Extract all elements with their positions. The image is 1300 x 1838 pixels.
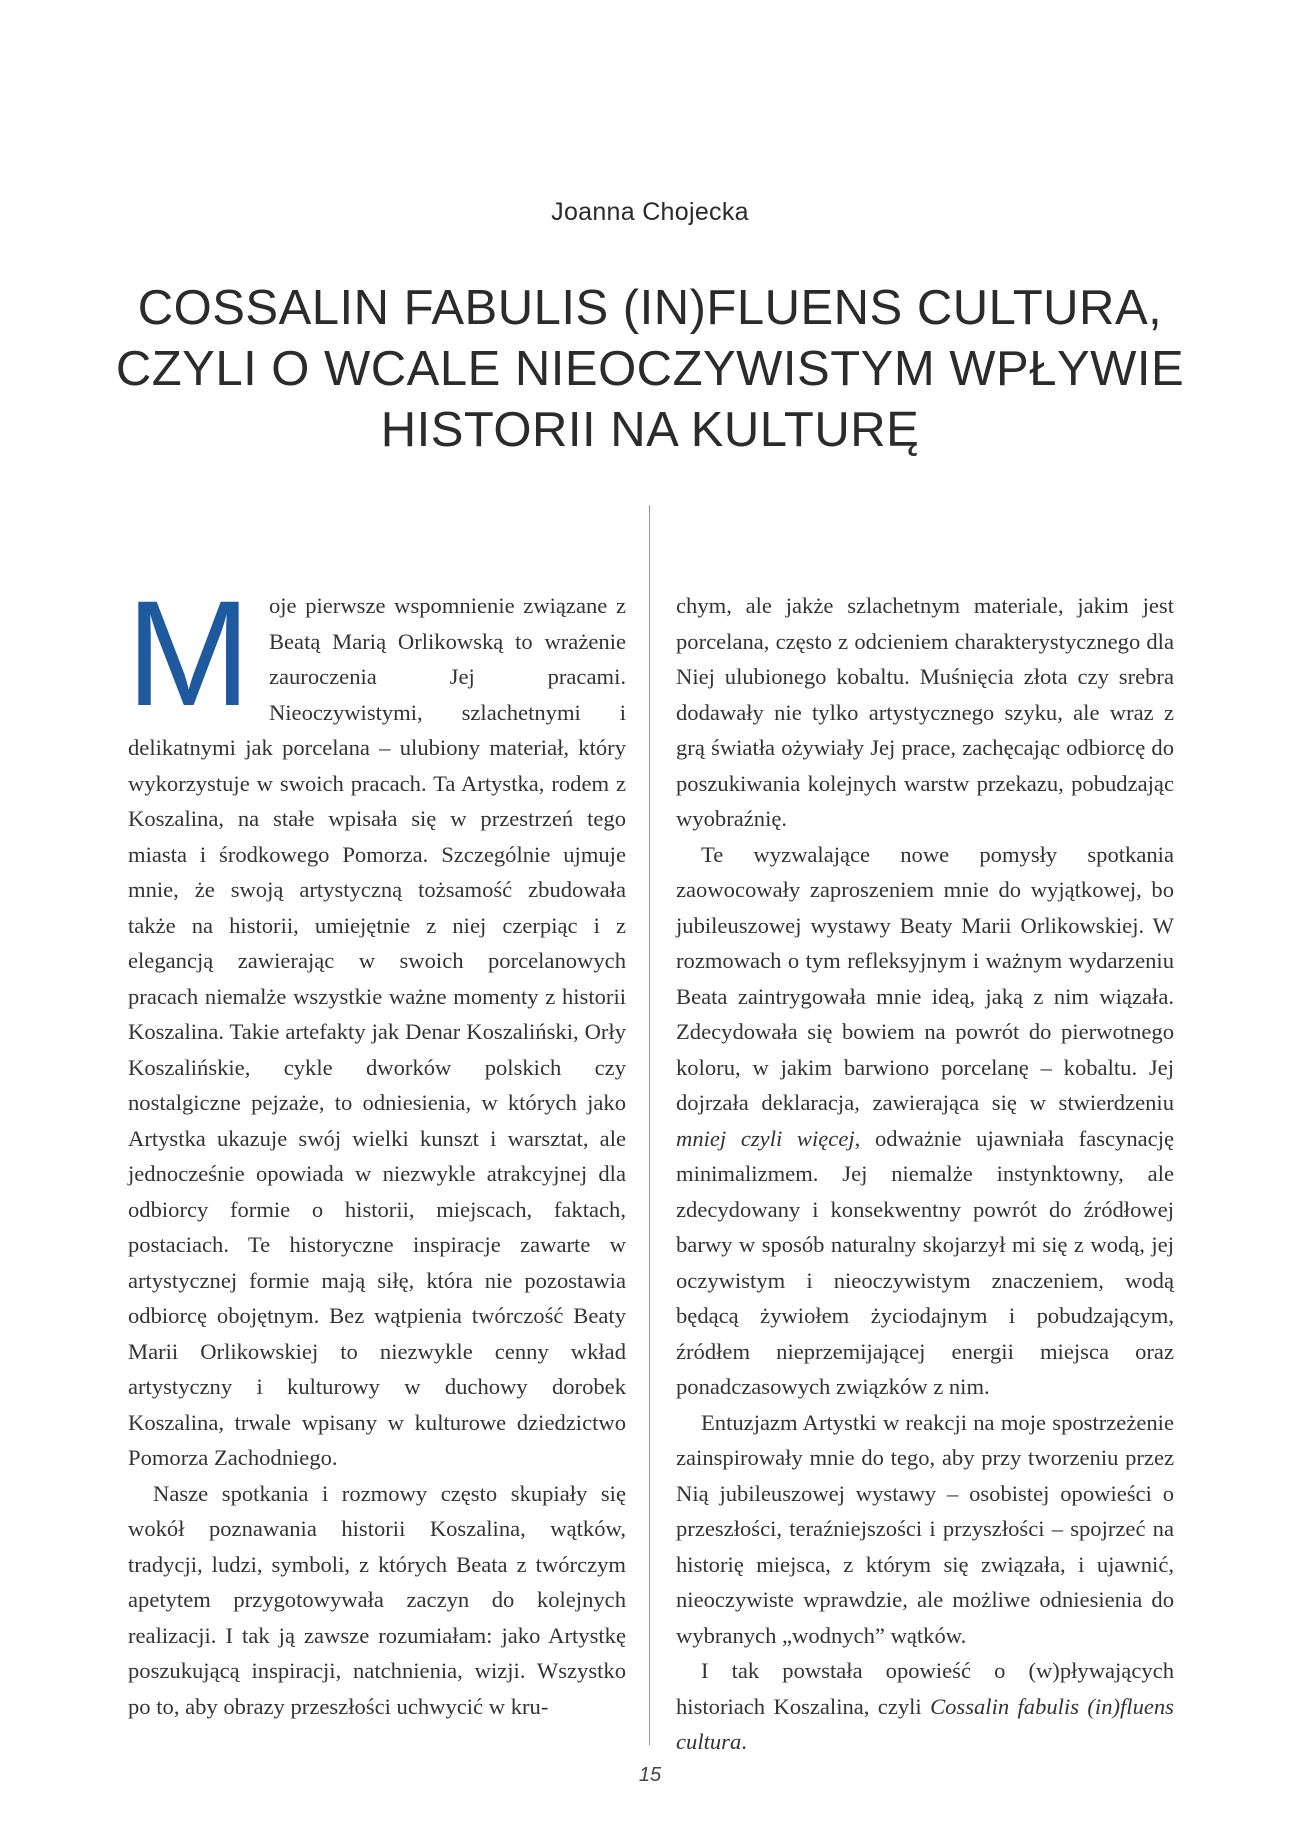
paragraph-2: Nasze spotkania i rozmowy często skupiały się wokół poznawania historii Koszalina, wątków, tradycji, ludzi, symboli, z których Beata z twórczym apetytem przygotowywała zaczyn do kolejnych realizacji. I tak ją zawsze rozumiałam: jako Artystkę poszukującą inspiracji, natchnienia, wizji. Wszystko po to, aby obrazy przeszłości uchwycić w kru- xyxy=(128,1480,626,1719)
paragraph-5: Entuzjazm Artystki w reakcji na moje spostrzeżenie zainspirowały mnie do tego, aby przy tworzeniu przez Nią jubileuszowej wystawy – osobistej opowieści o przeszłości, teraźniejszości i przyszłości – spojrzeć na historię miejsca, z którym się związała, i ujawnić, nieoczywiste wprawdzie, ale możliwe odniesienia do wybranych „wodnych” wątków. xyxy=(676,1409,1174,1648)
paragraph-4 xyxy=(676,837,1174,1405)
paragraph-1-text: oje pierwsze wspomnienie związane z Beatą Marią Orlikowską to wrażenie zauroczenia Jej pracami. Nieoczywistymi, szlachetnymi i delikatnymi jak porcelana – ulubiony materiał, który wykorzystuje w swoich pracach. Ta Artystka, rodem z Koszalina, na stałe wpisała się w przestrzeń tego miasta i środkowego Pomorza. Szczególnie ujmuje mnie, że swoją artystyczną tożsamość zbudowała także na historii, umiejętnie z niej czerpiąc i z elegancją zawierając w swoich porcelanowych pracach niemalże wszystkie ważne momenty z historii Koszalina. Takie artefakty jak Denar Koszaliński, Orły Koszalińskie, cykle dworków polskich czy nostalgiczne pejzaże, to odniesienia, w których jako Artystka ukazuje swój wielki kunszt i warsztat, ale jednocześnie opowiada w niezwykle atrakcyjnej dla odbiorcy formie o historii, miejscach, faktach, postaciach. Te historyczne inspiracje zawarte w artystycznej formie mają siłę, która nie pozostawia odbiorcę obojętnym. Bez wątpienia twórczość Beaty Marii Orlikowskiej to niezwykle cenny wkład artystyczny i kulturowy w duchowy dorobek Koszalina, trwale wpisany w kulturowe dziedzictwo Pomorza Zachodniego. xyxy=(128,593,626,1470)
paragraph-6 xyxy=(676,1653,1174,1760)
page-number: 15 xyxy=(638,1764,662,1786)
left-column xyxy=(126,569,626,1724)
emphasis-phrase: mniej czyli więcej xyxy=(676,1125,855,1151)
drop-cap: M xyxy=(126,569,251,737)
article-title xyxy=(0,278,1300,461)
column-divider xyxy=(649,505,650,1745)
title-line-1: COSSALIN FABULIS (IN)FLUENS CULTURA, xyxy=(137,281,1163,335)
title-line-2: CZYLI O WCALE NIEOCZYWISTYM WPŁYWIE xyxy=(115,342,1185,396)
paragraph-1 xyxy=(126,569,626,1476)
paragraph-4-text-a: Te wyzwalające nowe pomysły spotkania zaowocowały zaproszeniem mnie do wyjątkowej, bo jubileuszowej wystawy Beaty Marii Orlikowskiej. W rozmowach o tym refleksyjnym i ważnym wydarzeniu Beata zaintrygowała mnie ideą, jaką z nim wiązała. Zdecydowała się bowiem na powrót do pierwotnego koloru, w jakim barwiono porcelanę – kobaltu. Jej dojrzała deklaracja, zawierająca się w stwierdzeniu xyxy=(676,841,1174,1115)
right-column xyxy=(676,588,1174,1760)
title-line-3: HISTORII NA KULTURĘ xyxy=(380,403,920,457)
paragraph-4-text-b: , odważnie ujawniała fascynację minimalizmem. Jej niemalże instynktowny, ale zdecydowany i konsekwentny powrót do źródłowej barwy w sposób naturalny skojarzył mi się z wodą, jej oczywistym i nieoczywistym znaczeniem, wodą będącą żywiołem życiodajnym i pobudzającym, źródłem nieprzemijającej energii miejsca oraz ponadczasowych związków z nim. xyxy=(676,1125,1174,1399)
author-name: Joanna Chojecka xyxy=(551,198,749,226)
exhibition-title: Cossalin fabulis (in)fluens cultura xyxy=(676,1693,1174,1754)
paragraph-3: chym, ale jakże szlachetnym materiale, jakim jest porcelana, często z odcieniem charakterystycznego dla Niej ulubionego kobaltu. Muśnięcia złota czy srebra dodawały nie tylko artystycznego szyku, ale wraz z grą światła ożywiały Jej prace, zachęcając odbiorcę do poszukiwania kolejnych warstw przekazu, pobudzając wyobraźnię. xyxy=(676,593,1174,831)
paragraph-6-text-a: I tak powstała opowieść o (w)pływających historiach Koszalina, czyli xyxy=(676,1658,1174,1719)
paragraph-6-text-b: . xyxy=(741,1729,747,1754)
